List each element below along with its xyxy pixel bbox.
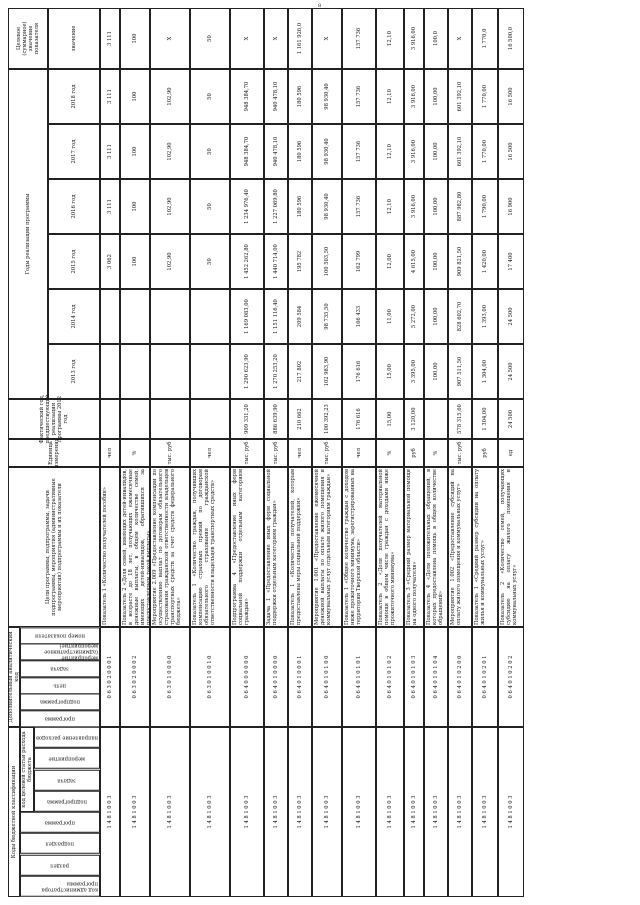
row-year-value: 102,90: [150, 124, 190, 179]
row-target-value: 100: [120, 8, 150, 69]
row-year-value: 5 272,00: [404, 289, 424, 344]
row-year-value: 1 440 714,00: [264, 234, 288, 289]
extra-code-cell: 0 6 4 0 1 0 2 0 2: [498, 627, 524, 727]
row-year-value: 1 169 083,00: [230, 289, 264, 344]
row-year-value: 50: [190, 69, 230, 124]
target-column-header: Целевое (суммарное) значение показателя: [8, 8, 48, 69]
extra-column-header: мероприятие (административное мероприятие): [20, 644, 100, 661]
row-year-value: 16 500: [498, 124, 524, 179]
row-year-value: 217 802: [288, 344, 312, 399]
row-year-value: 98 930,40: [312, 179, 342, 234]
row-unit: тыс. руб: [150, 439, 190, 467]
row-year-value: 100 503,50: [312, 234, 342, 289]
row-unit: тыс. руб: [312, 439, 342, 467]
row-year-value: 601 392,10: [448, 69, 472, 124]
row-unit: %: [120, 439, 150, 467]
extra-code-cell: 0 6 4 0 1 0 2 0 1: [472, 627, 498, 727]
row-year-value: 828 602,70: [448, 289, 472, 344]
row-year-value: 12,00: [376, 234, 404, 289]
row-year-value: [100, 344, 120, 399]
row-text: Мероприятие 1.002 «Предоставление субсидий на оплату жилого помещения и коммунальных услуг»: [448, 467, 472, 627]
row-year-value: 100,00: [424, 344, 448, 399]
row-year-value: 4 615,00: [404, 234, 424, 289]
row-fact-value: [150, 399, 190, 439]
row-year-value: 1 234 976,40: [230, 179, 264, 234]
row-year-value: 100,00: [424, 124, 448, 179]
row-year-value: 1 770,00: [472, 69, 498, 124]
row-target-value: X: [150, 8, 190, 69]
row-unit: ед: [498, 439, 524, 467]
row-year-value: 157 736: [342, 124, 376, 179]
row-year-value: 17 400: [498, 234, 524, 289]
row-year-value: 948 384,70: [230, 69, 264, 124]
budget-code-cell: 1 4 8 1 0 0 3: [150, 727, 190, 897]
row-year-value: 3 111: [100, 69, 120, 124]
row-year-value: 50: [190, 124, 230, 179]
extra-code-cell: 0 6 4 0 1 0 1 0 3: [404, 627, 424, 727]
row-year-value: 180 596: [288, 69, 312, 124]
row-year-value: [120, 289, 150, 344]
row-text: Показатель 4 «Доля положительных обращений, в которых предоставлена помощь в общем количестве обращений»: [424, 467, 448, 627]
row-year-value: 1 227 069,80: [264, 179, 288, 234]
year-header: 2016 год: [48, 179, 100, 234]
row-year-value: 102,90: [150, 234, 190, 289]
row-year-value: 3 111: [100, 179, 120, 234]
budget-code-cell: 1 4 8 1 0 0 3: [404, 727, 424, 897]
budget-code-cell: 1 4 8 1 0 0 3: [448, 727, 472, 897]
row-text: Показатель 1 «Количество получателей, которым предоставлены меры социальной поддержки»: [288, 467, 312, 627]
row-text: Показатель 1 «Средний размер субсидии на оплату жилья и коммунальных услуг»: [472, 467, 498, 627]
year-header: 2015 год: [48, 234, 100, 289]
row-text: Мероприятие 1.001 «Предоставление ежемесячной денежной выплаты по оплате жилого помещения и коммунальных услуг отдельным категориям граждан»: [312, 467, 342, 627]
extra-code-cell: 0 6 3 0 1 0 0 1 0: [190, 627, 230, 727]
row-year-value: 100: [120, 69, 150, 124]
row-unit: руб: [472, 439, 498, 467]
row-year-value: [190, 289, 230, 344]
row-fact-value: 578 315,60: [448, 399, 472, 439]
row-year-value: 3 062: [100, 234, 120, 289]
extra-code-cell: 0 6 4 0 1 0 0 0 0: [264, 627, 288, 727]
row-unit: %: [424, 439, 448, 467]
row-year-value: 166 433: [342, 289, 376, 344]
row-unit: тыс. руб: [448, 439, 472, 467]
row-year-value: 100,00: [424, 289, 448, 344]
row-year-value: [100, 289, 120, 344]
row-target-value: 1 770,0: [472, 8, 498, 69]
code-column-header: программа: [20, 812, 100, 833]
row-target-value: 3 916,00: [404, 8, 424, 69]
row-fact-value: 100 392,23: [312, 399, 342, 439]
budget-code-cell: 1 4 8 1 0 0 3: [230, 727, 264, 897]
row-year-value: 1 270 253,20: [264, 344, 288, 399]
row-year-value: 1 770,00: [472, 124, 498, 179]
row-year-value: 907 511,50: [448, 344, 472, 399]
row-fact-value: 909 331,20: [230, 399, 264, 439]
row-year-value: 1 151 116,40: [264, 289, 288, 344]
row-year-value: 102,90: [150, 179, 190, 234]
row-year-value: 1 452 262,80: [230, 234, 264, 289]
extra-code-cell: 0 6 3 0 1 0 0 0 0: [150, 627, 190, 727]
goal-column-header: Цели программы, подпрограммы, задачи подпрограммы, мероприятия (административные мероприятия) подпрограммы и их показатели: [8, 467, 100, 627]
row-year-value: 102 983,90: [312, 344, 342, 399]
row-text: Показатель 2 «Доля семей, имеющих детей-инвалидов, в возрасте до 18 лет, получающих ежемесячные денежные выплаты, в общем количестве семей, имеющих детей-инвалидов, обратившихся за предоставлением такой выплаты»: [122, 469, 152, 625]
year-header: 2018 год: [48, 69, 100, 124]
budget-code-cell: 1 4 8 1 0 0 3: [288, 727, 312, 897]
code-group-header: Коды бюджетной классификации: [8, 727, 20, 897]
row-year-value: 948 384,70: [230, 124, 264, 179]
row-year-value: [150, 289, 190, 344]
row-year-value: 3 916,00: [404, 179, 424, 234]
row-year-value: 16 900: [498, 179, 524, 234]
row-fact-value: [190, 399, 230, 439]
budget-code-cell: 1 4 8 1 0 0 3: [100, 727, 120, 897]
row-year-value: 100,00: [424, 234, 448, 289]
row-target-value: 100,0: [424, 8, 448, 69]
budget-code-cell: 1 4 8 1 0 0 3: [120, 727, 150, 897]
row-year-value: 940 478,10: [264, 69, 288, 124]
code-column-header: подраздел: [20, 833, 100, 854]
year-header: 2017 год: [48, 124, 100, 179]
row-unit: чел: [342, 439, 376, 467]
row-fact-value: 210 662: [288, 399, 312, 439]
row-fact-value: 886 639,90: [264, 399, 288, 439]
extra-code-cell: 0 6 4 0 1 0 1 0 2: [376, 627, 404, 727]
code-column-header: подпрограмма: [34, 791, 100, 812]
row-year-value: 100: [120, 124, 150, 179]
row-text: Показатель 3 «Средний размер материальной помощи на одного получателя»: [404, 467, 424, 627]
extra-column-header: цель: [20, 677, 100, 694]
row-year-value: 1 393,00: [472, 289, 498, 344]
row-year-value: [190, 344, 230, 399]
row-unit: чел: [288, 439, 312, 467]
extra-code-cell: 0 6 4 0 1 0 1 0 0: [312, 627, 342, 727]
budget-subheader: код целевой статьи расхода бюджета: [20, 727, 34, 812]
row-text: Подпрограмма 4 «Предоставление иных форм социальной поддержки отдельным категориям граждан»: [230, 467, 264, 627]
row-year-value: 98 735,50: [312, 289, 342, 344]
row-unit: руб: [404, 439, 424, 467]
extra-code-cell: 0 6 4 0 1 0 2 0 0: [448, 627, 472, 727]
row-unit: %: [376, 439, 404, 467]
row-target-value: X: [230, 8, 264, 69]
row-fact-value: [424, 399, 448, 439]
row-year-value: 100,00: [424, 69, 448, 124]
extra-code-cell: 0 6 4 0 1 0 1 0 4: [424, 627, 448, 727]
row-text: Показатель 1 «Количество получателей пособия»: [100, 467, 120, 627]
code-column-header: задача: [34, 770, 100, 791]
row-year-value: 12,10: [376, 179, 404, 234]
extra-column-header: программа: [20, 710, 100, 727]
row-unit: тыс. руб: [230, 439, 264, 467]
program-table: [8, 8, 632, 897]
row-year-value: 50: [190, 234, 230, 289]
row-fact-value: 15,00: [376, 399, 404, 439]
row-target-value: 3 111: [100, 8, 120, 69]
row-year-value: 100: [120, 179, 150, 234]
budget-code-cell: 1 4 8 1 0 0 3: [342, 727, 376, 897]
budget-code-cell: 1 4 8 1 0 0 3: [424, 727, 448, 897]
row-year-value: 1 790,00: [472, 179, 498, 234]
row-year-value: 887 982,80: [448, 179, 472, 234]
row-fact-value: 1 304,00: [472, 399, 498, 439]
years-group-header: Годы реализации программы: [8, 69, 48, 399]
code-column-header: раздел: [20, 855, 100, 876]
extra-code-cell: 0 6 3 0 2 0 0 0 2: [120, 627, 150, 727]
extra-column-header: задача: [20, 660, 100, 677]
row-text: Показатель 2 «Доля получателей материальной помощи в общем числе граждан с доходами ниже прожиточного минимума»: [376, 467, 404, 627]
row-target-value: 157 736: [342, 8, 376, 69]
row-year-value: 3 111: [100, 124, 120, 179]
row-fact-value: 3 120,00: [404, 399, 424, 439]
row-year-value: 3 916,00: [404, 124, 424, 179]
row-year-value: 180 596: [288, 124, 312, 179]
row-year-value: 1 420,00: [472, 234, 498, 289]
row-year-value: 100,00: [424, 179, 448, 234]
extra-column-header: подпрограмма: [20, 694, 100, 711]
row-unit: чел: [100, 439, 120, 467]
row-year-value: 157 736: [342, 69, 376, 124]
row-year-value: 24 500: [498, 289, 524, 344]
extra-code-cell: 0 6 4 0 1 0 0 0 1: [288, 627, 312, 727]
extra-column-header: номер показателя: [20, 627, 100, 644]
code-column-header: код администратора программы: [20, 876, 100, 897]
row-target-value: 16 500,0: [498, 8, 524, 69]
row-unit: тыс. руб: [264, 439, 288, 467]
fact-column-header: Фактический год, предшествующий реализации программы 2012 год: [8, 399, 100, 439]
row-year-value: [120, 344, 150, 399]
row-year-value: 176 616: [342, 344, 376, 399]
row-year-value: 1 304,00: [472, 344, 498, 399]
row-year-value: 940 478,10: [264, 124, 288, 179]
budget-code-cell: 1 4 8 1 0 0 3: [264, 727, 288, 897]
budget-code-cell: 1 4 8 1 0 0 3: [312, 727, 342, 897]
code-column-header: направление расходов: [34, 727, 100, 748]
row-year-value: 3 395,00: [404, 344, 424, 399]
page-mark: 8: [318, 3, 322, 9]
row-fact-value: 24 500: [498, 399, 524, 439]
code-column-header: мероприятие: [34, 748, 100, 769]
year-header: 2014 год: [48, 289, 100, 344]
row-year-value: 24 500: [498, 344, 524, 399]
row-target-value: 12,10: [376, 8, 404, 69]
extra-code-cell: 0 6 3 0 2 0 0 0 1: [100, 627, 120, 727]
row-target-value: X: [264, 8, 288, 69]
row-year-value: 100: [120, 234, 150, 289]
budget-code-cell: 1 4 8 1 0 0 3: [376, 727, 404, 897]
row-text: Задача 1 «Предоставление иных форм социальной поддержки отдельным категориям граждан»: [264, 467, 288, 627]
row-year-value: 162 799: [342, 234, 376, 289]
unit-column-header: Единица измерения: [8, 439, 100, 467]
row-text: Показатель 1 «Общее количество граждан с доходом ниже прожиточного минимума, зарегистрированных на территории Тверской области»: [342, 467, 376, 627]
row-year-value: 157 736: [342, 179, 376, 234]
row-year-value: 12,10: [376, 124, 404, 179]
row-text: Мероприятие 2.009 «Предоставление компенсации по осуществлению выплат по договорам обязательного страхования гражданской ответственности владельцев транспортных средств за счет средств федерального бюджета»: [150, 467, 190, 627]
row-year-value: 102,90: [150, 69, 190, 124]
row-target-value: X: [448, 8, 472, 69]
row-year-value: 601 392,10: [448, 124, 472, 179]
row-year-value: 3 916,00: [404, 69, 424, 124]
row-year-value: 909 821,50: [448, 234, 472, 289]
row-target-value: 1 161 926,0: [288, 8, 312, 69]
extra-group-header: Дополнительный аналитический код: [8, 627, 20, 727]
row-fact-value: [100, 399, 120, 439]
row-target-value: X: [312, 8, 342, 69]
row-year-value: 12,10: [376, 69, 404, 124]
row-year-value: 98 930,40: [312, 69, 342, 124]
row-year-value: 98 930,40: [312, 124, 342, 179]
row-year-value: 50: [190, 179, 230, 234]
extra-code-cell: 0 6 4 0 0 0 0 0 0: [230, 627, 264, 727]
row-year-value: 195 782: [288, 234, 312, 289]
row-fact-value: [120, 399, 150, 439]
extra-code-cell: 0 6 4 0 1 0 1 0 1: [342, 627, 376, 727]
row-year-value: 16 500: [498, 69, 524, 124]
row-year-value: 15,00: [376, 344, 404, 399]
row-year-value: 1 290 623,90: [230, 344, 264, 399]
row-target-value: 50: [190, 8, 230, 69]
row-year-value: 11,00: [376, 289, 404, 344]
target-subheader: значение: [48, 8, 100, 69]
row-year-value: 209 584: [288, 289, 312, 344]
row-fact-value: 176 616: [342, 399, 376, 439]
row-year-value: 180 596: [288, 179, 312, 234]
budget-code-cell: 1 4 8 1 0 0 3: [190, 727, 230, 897]
row-year-value: [150, 344, 190, 399]
row-text: Показатель 2 «Количество семей, получающих субсидию на оплату жилого помещения и коммунальных услуг»: [498, 467, 524, 627]
row-text: Показатель 1 «Количество граждан, получивших компенсацию страховых премий по договорам обязательного страхования гражданской ответственности владельцев транспортных средств»: [190, 467, 230, 627]
budget-code-cell: 1 4 8 1 0 0 3: [498, 727, 524, 897]
budget-code-cell: 1 4 8 1 0 0 3: [472, 727, 498, 897]
year-header: 2013 год: [48, 344, 100, 399]
row-unit: чел: [190, 439, 230, 467]
